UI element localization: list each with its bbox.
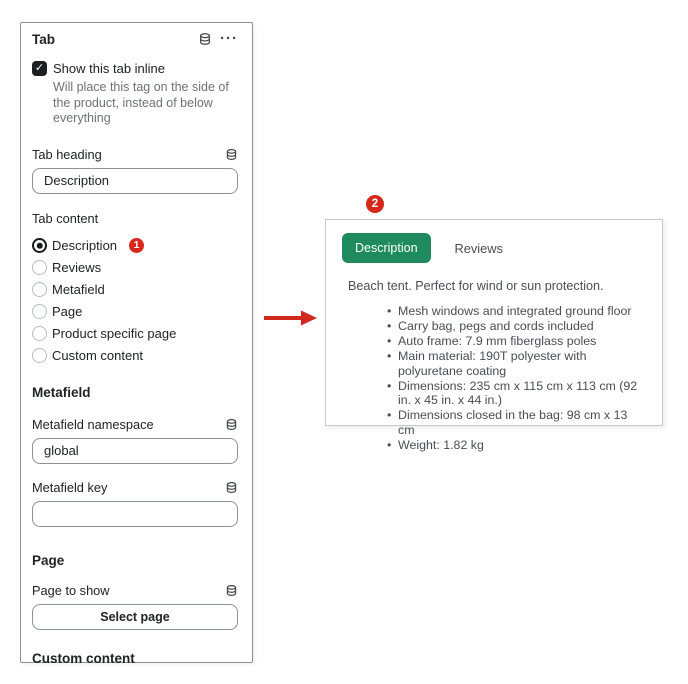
page-section-title: Page (32, 552, 65, 568)
radio-label: Reviews (52, 260, 102, 275)
radio-icon[interactable] (32, 282, 47, 297)
metafield-namespace-input[interactable] (32, 438, 238, 464)
database-icon[interactable] (225, 418, 238, 431)
radio-option-metafield[interactable] (32, 279, 238, 301)
radio-option-product-specific-page[interactable] (32, 323, 238, 345)
tab-content-options (32, 235, 238, 367)
list-item: • Weight: 1.82 kg (398, 438, 646, 453)
database-icon[interactable] (198, 32, 212, 46)
step-badge-1: 1 (129, 238, 144, 253)
tab-heading-label: Tab heading (32, 147, 102, 162)
panel-title: Tab (32, 31, 55, 47)
inline-checkbox-help: Will place this tag on the side of the product, instead of below everything (53, 80, 229, 125)
radio-label: Product specific page (52, 326, 177, 341)
radio-option-description[interactable] (32, 235, 238, 257)
metafield-key-label-row (32, 480, 238, 496)
radio-option-page[interactable] (32, 301, 238, 323)
database-icon[interactable] (225, 148, 238, 161)
list-item: • Auto frame: 7.9 mm fiberglass poles (398, 334, 646, 349)
metafield-namespace-label-row (32, 417, 238, 433)
page-to-show-label-row (32, 583, 238, 599)
radio-icon[interactable] (32, 260, 47, 275)
database-icon[interactable] (225, 584, 238, 597)
panel-header (32, 31, 238, 47)
storefront-preview-card (325, 219, 663, 453)
radio-label: Description (52, 238, 118, 253)
select-page-button[interactable]: Select page (32, 604, 238, 630)
list-item: • Dimensions closed in the bag: 98 cm x 13 cm (398, 408, 646, 438)
radio-option-reviews[interactable] (32, 257, 238, 279)
metafield-namespace-label: Metafield namespace (32, 417, 154, 432)
checkbox-checked-icon[interactable]: ✓ (32, 61, 47, 76)
tab-settings-panel (20, 22, 253, 666)
custom-content-section-title: Custom content (32, 650, 135, 666)
inline-checkbox-row[interactable] (32, 60, 238, 76)
red-arrow-icon (262, 309, 318, 332)
list-item: • Carry bag, pegs and cords included (398, 319, 646, 334)
metafield-key-input[interactable] (32, 501, 238, 527)
radio-selected-icon[interactable] (32, 238, 47, 253)
list-item: • Mesh windows and integrated ground floor (398, 304, 646, 319)
preview-tab-description[interactable]: Description (342, 233, 431, 263)
radio-label: Metafield (52, 282, 105, 297)
database-icon[interactable] (225, 481, 238, 494)
preview-tabs (342, 233, 646, 263)
metafield-key-label: Metafield key (32, 480, 108, 495)
tab-content-label-row (32, 211, 238, 227)
tab-content-label: Tab content (32, 211, 99, 226)
radio-option-custom-content[interactable] (32, 345, 238, 367)
list-item: • Dimensions: 235 cm x 115 cm x 113 cm (92 in. x 45 in. x 44 in.) (398, 379, 646, 409)
more-options-icon[interactable]: ··· (220, 30, 238, 47)
radio-icon[interactable] (32, 326, 47, 341)
tab-heading-label-row (32, 147, 238, 163)
preview-bullet-list (342, 304, 646, 453)
list-item: • Main material: 190T polyester with polyuretane coating (398, 349, 646, 379)
radio-label: Custom content (52, 348, 144, 363)
tab-heading-input[interactable] (32, 168, 238, 194)
radio-label: Page (52, 304, 83, 319)
radio-icon[interactable] (32, 348, 47, 363)
radio-icon[interactable] (32, 304, 47, 319)
preview-tab-reviews[interactable]: Reviews (454, 240, 503, 256)
preview-intro-text: Beach tent. Perfect for wind or sun protection. (348, 279, 604, 293)
inline-checkbox-label: Show this tab inline (53, 60, 166, 76)
step-badge-2: 2 (366, 195, 384, 213)
metafield-section-title: Metafield (32, 384, 91, 400)
panel-header-icons (198, 32, 238, 46)
page-to-show-label: Page to show (32, 583, 110, 598)
